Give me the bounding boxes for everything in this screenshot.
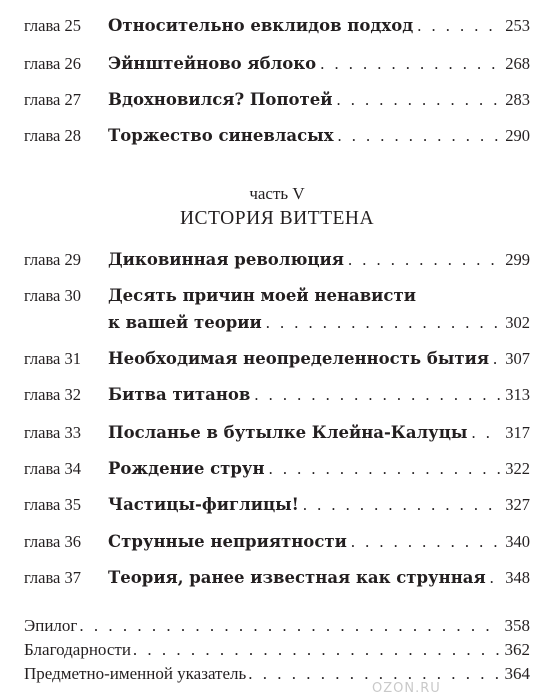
dot-leader [351,532,501,552]
toc-entry[interactable] [24,54,530,80]
dot-leader [336,90,501,110]
toc-entry-continuation[interactable] [24,313,530,339]
page-number: 253 [505,16,530,35]
page-number: 348 [505,568,530,587]
chapter-title: Относительно евклидов подход [108,16,414,35]
part-label: часть V [249,184,305,203]
page-number: 317 [505,423,530,442]
toc-entry-index[interactable] [24,664,530,690]
toc-entry[interactable] [24,286,530,312]
toc-entry[interactable] [24,532,530,558]
chapter-title: Рождение струн [108,459,265,478]
toc-entry[interactable] [24,90,530,116]
chapter-title: Битва титанов [108,385,251,404]
chapter-label: глава 35 [24,495,82,514]
toc-entry[interactable] [24,495,530,521]
dot-leader [338,126,502,146]
chapter-label: глава 33 [24,423,82,442]
chapter-label: глава 36 [24,532,82,551]
toc-entry-epilogue[interactable] [24,616,530,642]
chapter-title: Десять причин моей ненависти [108,286,416,305]
toc-entry[interactable] [24,250,530,276]
dot-leader [303,495,501,515]
chapter-title: Теория, ранее известная как струнная [108,568,486,587]
toc-entry[interactable] [24,568,530,594]
toc-entry[interactable] [24,349,530,375]
dot-leader [254,385,501,405]
page-number: 268 [505,54,530,73]
toc-entry[interactable] [24,385,530,411]
page-number: 340 [505,532,530,551]
toc-entry[interactable] [24,16,530,42]
chapter-title-continuation: к вашей теории [108,313,262,332]
chapter-title: Эйнштейново яблоко [108,54,317,73]
chapter-label: глава 32 [24,385,82,404]
chapter-label: глава 34 [24,459,82,478]
page-number: 307 [505,349,530,368]
chapter-label: глава 26 [24,54,82,73]
toc-entry-acknowledgements[interactable] [24,640,530,666]
entry-title: Предметно-именной указатель [24,664,247,683]
dot-leader [490,568,502,588]
dot-leader [266,313,501,333]
toc-entry[interactable] [24,126,530,152]
page-number: 313 [505,385,530,404]
chapter-label: глава 29 [24,250,82,269]
chapter-label: глава 31 [24,349,82,368]
chapter-label: глава 30 [24,286,82,305]
chapter-label: глава 25 [24,16,82,35]
toc-entry[interactable] [24,423,530,449]
chapter-label: глава 28 [24,126,82,145]
entry-title: Эпилог [24,616,78,635]
dot-leader [417,16,501,36]
watermark: OZON.RU [372,681,441,696]
dot-leader [471,423,501,443]
chapter-label: глава 27 [24,90,82,109]
chapter-title: Вдохновился? Попотей [108,90,333,109]
entry-title: Благодарности [24,640,131,659]
dot-leader [348,250,501,270]
chapter-title: Необходимая неопределенность бытия [108,349,490,368]
page-number: 299 [505,250,530,269]
page-number: 283 [505,90,530,109]
dot-leader [269,459,502,479]
dot-leader [79,616,500,636]
toc-entry[interactable] [24,459,530,485]
page-number: 362 [504,640,530,659]
page-number: 302 [505,313,530,332]
chapter-title: Диковинная революция [108,250,344,269]
chapter-title: Частицы-фиглицы! [108,495,299,514]
part-title: ИСТОРИЯ ВИТТЕНА [179,208,375,229]
page-number: 358 [504,616,530,635]
page-number: 290 [505,126,530,145]
chapter-label: глава 37 [24,568,82,587]
dot-leader [320,54,501,74]
chapter-title: Посланье в бутылке Клейна-Калуцы [108,423,468,442]
page-number: 327 [505,495,530,514]
dot-leader [493,349,501,369]
page-number: 322 [505,459,530,478]
page-number: 364 [504,664,530,683]
chapter-title: Торжество синевласых [108,126,334,145]
chapter-title: Струнные неприятности [108,532,347,551]
dot-leader [133,640,501,660]
